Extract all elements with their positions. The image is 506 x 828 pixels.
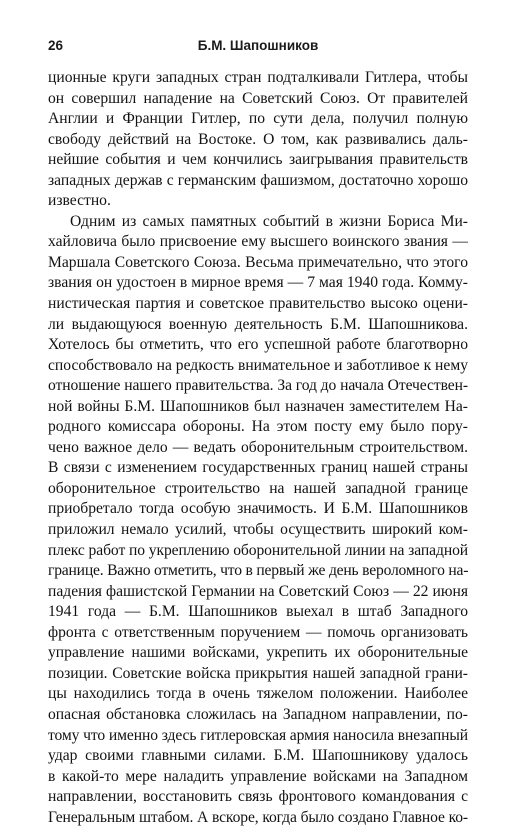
- text-line: Хотелось бы отметить, что его успешной работе благотворно: [48, 336, 468, 354]
- text-line: Маршала Советского Союза. Весьма примечательно, что этого: [48, 253, 468, 271]
- text-line: ли выдающуюся военную деятельность Б.М. Шапошникова.: [48, 315, 468, 333]
- paragraph-1: [48, 68, 468, 212]
- text-line: известно.: [48, 192, 111, 210]
- text-line: ционные круги западных стран подталкивали Гитлера, чтобы: [48, 69, 468, 86]
- text-line: приобретало тогда особую значимость. И Б.М. Шапошников: [48, 500, 468, 518]
- text-line: приложил немало усилий, чтобы осуществить широкий ком-: [48, 521, 468, 539]
- text-line: направлении, восстановить связь фронтового командования с: [48, 788, 468, 806]
- text-line: управление нашими войсками, укрепить их оборонительные: [48, 644, 468, 662]
- text-line: нистическая партия и советское правительство высоко оцени-: [48, 295, 468, 313]
- text-line: звания он удостоен в мирное время — 7 мая 1940 года. Комму-: [48, 274, 468, 292]
- text-line: в какой-то мере наладить управление войсками на Западном: [48, 767, 468, 785]
- text-line: чено важное дело — ведать оборонительным строительством.: [48, 438, 468, 456]
- text-line: Одним из самых памятных событий в жизни Бориса Ми-: [70, 212, 468, 230]
- text-line: опасная обстановка сложилась на Западном направлении, по-: [48, 705, 468, 723]
- text-line: В связи с изменением государственных границ нашей страны: [48, 459, 468, 477]
- text-line: родного комиссара обороны. На этом посту ему было пору-: [48, 418, 468, 436]
- text-line: свободу действий на Востоке. О том, как развивались даль-: [48, 130, 468, 148]
- text-line: отношение нашего правительства. За год до начала Отечествен-: [48, 377, 468, 395]
- text-line: 1941 года — Б.М. Шапошников выехал в штаб Западного: [48, 603, 468, 621]
- text-line: позиции. Советские войска прикрытия нашей западной грани-: [48, 664, 468, 682]
- text-line: границе. Важно отметить, что в первый же день вероломного на-: [48, 562, 469, 580]
- body-text: [48, 68, 468, 828]
- text-line: хайловича было присвоение ему высшего воинского звания —: [48, 233, 468, 251]
- text-line: он совершил нападение на Советский Союз. От правителей: [48, 89, 468, 107]
- text-line: тому что именно здесь гитлеровская армия наносила внезапный: [48, 726, 469, 744]
- text-line: способствовало на редкость внимательное и заботливое к нему: [48, 356, 468, 374]
- text-line: удар своими главными силами. Б.М. Шапошникову удалось: [48, 747, 468, 765]
- text-line: фронта с ответственным поручением — помочь организовать: [48, 623, 468, 641]
- text-line: Генеральным штабом. А вскоре, когда было создано Главное ко-: [48, 808, 468, 826]
- text-line: западных держав с германским фашизмом, достаточно хорошо: [48, 171, 468, 189]
- text-line: Англии и Франции Гитлер, по сути дела, получил полную: [48, 110, 468, 128]
- text-line: ной войны Б.М. Шапошников был назначен заместителем На-: [48, 397, 468, 415]
- page-number: 26: [48, 38, 64, 53]
- running-head: Б.М. Шапошников: [197, 38, 319, 53]
- text-line: цы находились тогда в очень тяжелом положении. Наиболее: [48, 685, 468, 703]
- text-line: падения фашистской Германии на Советский Союз — 22 июня: [48, 582, 468, 600]
- paragraph-2: [48, 212, 468, 828]
- text-line: нейшие события и чем кончились заигрывания правительств: [48, 151, 468, 169]
- text-line: плекс работ по укреплению оборонительной линии на западной: [48, 541, 469, 559]
- text-line: оборонительное строительство на нашей западной границе: [48, 479, 468, 497]
- page-header: [48, 38, 468, 56]
